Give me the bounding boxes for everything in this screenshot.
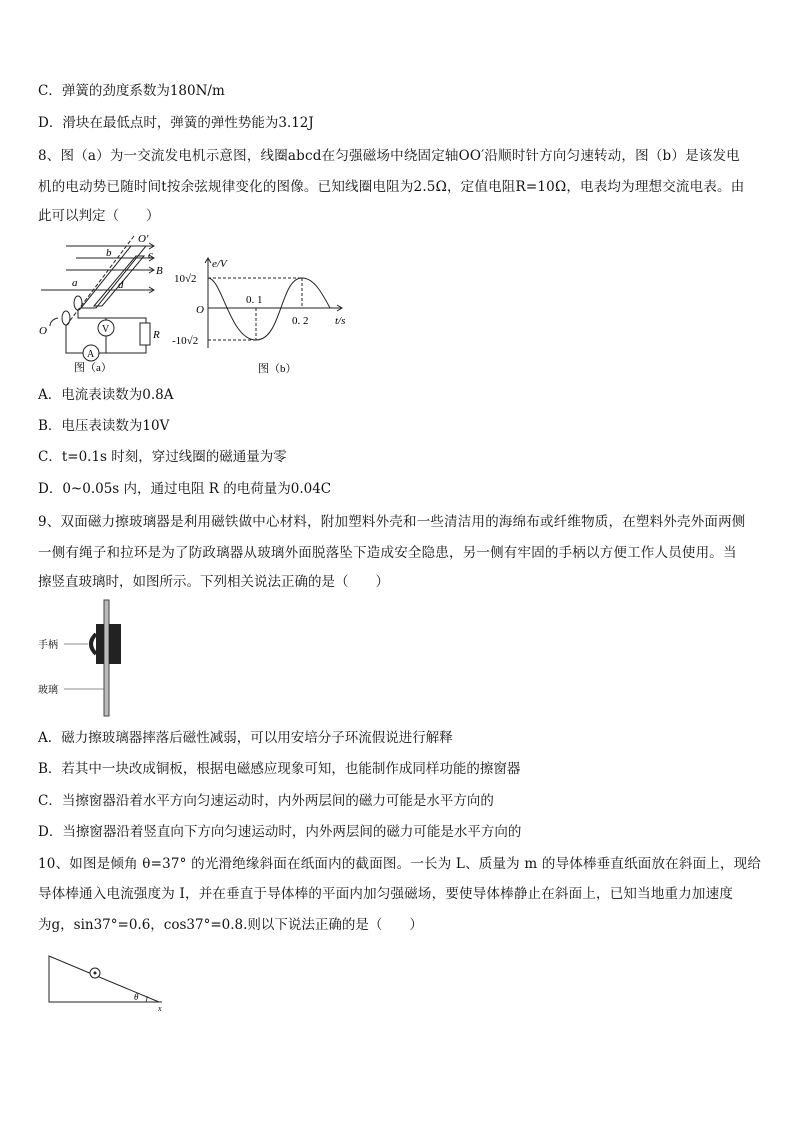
- fig-b-caption: 图（b）: [258, 363, 297, 375]
- label-c: c: [148, 249, 153, 261]
- q10-stem-line3: 为g，sin37°=0.6，cos37°=0.8.则以下说法正确的是（ ）: [38, 917, 423, 933]
- q8-option-c: C．t=0.1s 时刻，穿过线圈的磁通量为零: [38, 449, 287, 465]
- outer-magnet: [109, 624, 121, 664]
- origin-label: O: [196, 304, 204, 316]
- inner-magnet: [96, 624, 104, 664]
- y-tick-positive: 10√2: [174, 273, 197, 285]
- q9-option-d: D．当擦窗器沿着竖直向下方向匀速运动时，内外两层间的磁力可能是水平方向的: [38, 824, 522, 840]
- incline-triangle: [49, 956, 159, 1002]
- label-o: O: [39, 325, 47, 337]
- q8-option-a: A．电流表读数为0.8A: [38, 387, 174, 403]
- glass-pane: [104, 600, 109, 716]
- y-axis-label: e/V: [212, 258, 227, 270]
- glass-label: 玻璃: [38, 685, 58, 696]
- q8-stem-line2: 机的电动势已随时间t按余弦规律变化的图像。已知线圈电阻为2.5Ω，定值电阻R=10Ω，电表均为理想交流电表。由: [38, 179, 745, 195]
- q9-stem-line2: 一侧有绳子和拉环是为了防政璃器从玻璃外面脱落坠下造成安全隐患，另一侧有牢固的手柄以方便工作人员使用。当: [38, 545, 737, 561]
- label-d: d: [118, 279, 124, 291]
- resistor-label: R: [153, 329, 160, 341]
- y-tick-negative: -10√2: [172, 335, 199, 347]
- label-o-prime: O′: [138, 233, 149, 245]
- current-out-dot: [94, 972, 97, 975]
- q9-option-c: C．当擦窗器沿着水平方向匀速运动时，内外两层间的磁力可能是水平方向的: [38, 793, 494, 809]
- q7-option-d: D．滑块在最低点时，弹簧的弹性势能为3.12J: [38, 115, 314, 131]
- q10-stem-line1: 10、如图是倾角 θ=37° 的光滑绝缘斜面在纸面内的截面图。一长为 L、质量为 m 的导体棒垂直纸面放在斜面上，现给: [38, 856, 762, 872]
- theta-label: θ: [134, 992, 139, 1002]
- emf-time-graph: [172, 248, 362, 376]
- fig-a-caption: 图（a）: [74, 362, 112, 374]
- generator-diagram: [36, 228, 166, 378]
- label-field-b: B: [156, 265, 163, 277]
- incline-figure: [44, 952, 174, 1014]
- handle-label: 手柄: [38, 640, 58, 651]
- q9-stem-line1: 9、双面磁力擦玻璃器是利用磁铁做中心材料，附加塑料外壳和一些清洁用的海绵布或纤维物质，在塑料外壳外面两侧: [38, 514, 746, 530]
- q8-option-d: D．0~0.05s 内，通过电阻 R 的电荷量为0.04C: [38, 481, 332, 497]
- window-cleaner-figure: [38, 598, 128, 720]
- q9-stem-line3: 擦竖直玻璃时，如图所示。下列相关说法正确的是（ ）: [38, 574, 389, 590]
- label-b: b: [106, 247, 112, 259]
- q9-option-b: B．若其中一块改成铜板，根据电磁感应现象可知，也能制作成同样功能的擦窗器: [38, 761, 521, 777]
- voltmeter-label: V: [102, 324, 110, 335]
- x-tick-0.2: 0. 2: [292, 315, 309, 327]
- handle-shape: [91, 634, 96, 654]
- label-a: a: [72, 277, 78, 289]
- q8-stem-line1: 8、图（a）为一交流发电机示意图，线圈abcd在匀强磁场中绕固定轴OO′沿顺时针方向匀速转动，图（b）是该发电: [38, 148, 740, 164]
- ammeter-label: A: [87, 349, 95, 360]
- q8-option-b: B．电压表读数为10V: [38, 418, 170, 434]
- q7-option-c: C．弹簧的劲度系数为180N/m: [38, 83, 225, 99]
- x-axis-label: t/s: [335, 315, 346, 327]
- x-label: x: [158, 1004, 162, 1013]
- x-tick-0.1: 0. 1: [246, 294, 263, 306]
- q8-stem-line3: 此可以判定（ ）: [38, 208, 160, 224]
- q10-stem-line2: 导体棒通入电流强度为 I，并在垂直于导体棒的平面内加匀强磁场，要使导体棒静止在斜面上，已知当地重力加速度: [38, 886, 734, 902]
- q9-option-a: A．磁力擦玻璃器摔落后磁性减弱，可以用安培分子环流假说进行解释: [38, 730, 453, 746]
